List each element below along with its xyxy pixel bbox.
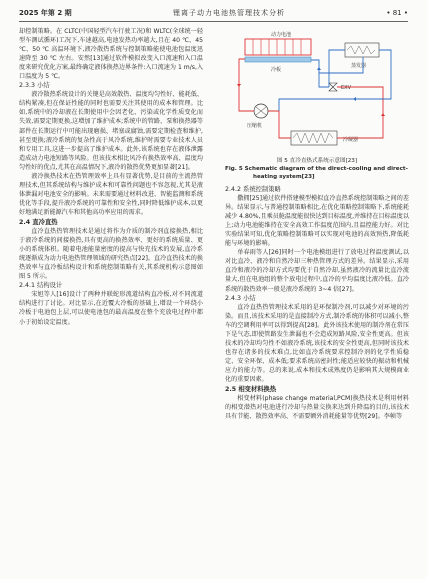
evaporator <box>345 43 379 57</box>
paragraph: 相变材料(phase change material,PCM)换热技术是利用材料的相变潜热对电池进行冷却与热量交换来达到升降温的目的,该技术具有节能、散热效率高、不需要额外消耗能量等优势[29]。李帧等 <box>225 395 409 421</box>
exv-valve <box>329 83 337 91</box>
section-heading-2-4: 2.4 直冷直热 <box>19 218 58 226</box>
label-compressor: 压缩机 <box>247 123 263 129</box>
system-schematic-diagram <box>233 27 401 153</box>
flow-arrows <box>237 84 385 116</box>
header-rule <box>19 21 408 22</box>
right-column <box>225 27 409 421</box>
paragraph: 撒拥[25]通过软件搭建模型模拟直冷直热系统控制策略之间的差异。结果显示,与普通控制策略相比,在优化策略控制策略下,系统能耗减少 4.80%,且乘员舱温度能很快达到目标温度,并维持在目标温度以上;动力电池能维持在安全高效工作温度范围内,且温控能力好。对比实验结果可知,优化策略控制策略可以实现对电池的高效预热,降低耗能与环境的影响。 <box>225 195 409 248</box>
label-cold-plate: 冷板 <box>271 67 282 73</box>
condenser <box>291 131 337 145</box>
figure-caption-en: Fig. 5 Schematic diagram of the direct-cooling and direct- heating system[23] <box>225 166 408 180</box>
paragraph: 液冷散热系统设计的关键是高效散热、温度均匀性好、能耗低、结构紧凑,但在保证性能的同时也需要关注其使用的成本和管理。比如,系统中的冷却液在长期使用中会因老化、污染或化学性质变化而失效,需要定期更换,这增加了维护成本;系统中的管路、泵和换热器等部件在长期运行中可能出现磨损、堵塞或腐蚀,需要定期检查和维护,甚至更换;液冷系统的复杂性高于风冷系统,维护时需要专业技术人员和专用工具,这进一步提高了维护成本。此外,该系统也存在液体泄露造成动力电池短路等风险。但该技术相比风冷有换热效率高、温度均匀性好的优点,尤其在高温情况下,液冷的散热优势更加显著[21]。 <box>19 91 203 171</box>
section-heading-2-4-3: 2.4.3 小结 <box>225 294 256 302</box>
paragraph: 宋旭等人[16]设计了两种并联蛇形流道结构直冷板,对不同流道结构进行了讨论。对比显示,在近覆大冷板的基础上,增设一个环绕小冷板于电池包上层,可以使电池包的最高温度在整个充放电过程中都小于初始设定温度。 <box>19 291 203 326</box>
cold-plate <box>245 57 311 62</box>
section-heading-2-5: 2.5 相变材料换热 <box>225 386 277 394</box>
section-heading-2-4-2: 2.4.2 系统控制策略 <box>225 186 281 193</box>
label-exv: EXV <box>341 85 352 91</box>
running-title: 锂离子动力电池热管理技术分析 <box>173 9 286 17</box>
figure-caption-cn: 图 5 直冷直热式系统示意图[23] <box>276 158 358 164</box>
label-battery: 动力电池 <box>271 32 292 38</box>
section-heading-2-3-3: 2.3.3 小结 <box>19 82 50 90</box>
journal-issue: 2025 年第 2 期 <box>19 9 72 17</box>
label-evaporator: 蒸发器 <box>351 63 367 69</box>
figure-caption <box>225 157 409 181</box>
paragraph: 液冷换热技术在热管理效率上具有显著优势,是目前的主流热管理技术,但其系统结构与维护成本和可靠性问题也不容忽视,尤其是液体泄漏对电池安全的影响。未来需要通过材料改进、智能监测和系统优化等手段,提升液冷系统的可靠性和安全性,同时降低维护成本,以更好地满足新能源汽车和其他高功率应用的需求。 <box>19 172 203 216</box>
running-header <box>19 6 408 20</box>
section-heading-2-4-1: 2.4.1 结构设计 <box>19 282 63 290</box>
paragraph: 却控制策略。在 CLTC(中国轻型汽车行驶工况)和 WLTC(全球统一轻型车测试循环)工况下,车速越高,电池发热功率越大,且在 40 ℃、45 ℃、50 ℃ 高温环境下,液冷散热系统与控制策略能使电池包温度迅速降至 30 ℃ 左右。安然[13]通过软件模拟改变入口流速和入口温度来研究优化方案,最终确定液体换热边界条件:入口流速为 1 m/s,入口温度为 5 ℃。 <box>19 28 203 81</box>
label-condenser: 冷凝器 <box>343 137 359 143</box>
battery-cells <box>253 39 301 55</box>
figure-5 <box>225 27 409 155</box>
paragraph: 直冷直热热管理技术采用的是环保制冷剂,可以减少对环境的污染。而且,该技术采用的是直接制冷方式,制冷系统的体积可以减小,整车的空调利用率可以得到提高[28]。此外该技术使用的制冷剂在常压下是气态,即使管路发生泄漏也不会造成短路风险,安全性更高。但该技术的冷却均匀性不如液冷系统,该技术的安全性更高,但同时该技术也存在诸多的技术难点,比如直冷系统要求控制冷剂的化学性质稳定、安全环保、成本低;要求系统高密封性;能适应较快的振动和机械应力的能力等。总的来说,成本和技术成熟度仍是影响其大规模商业化的重要因素。 <box>225 303 409 383</box>
left-column <box>19 27 203 327</box>
page-number: • 81 • <box>386 9 408 17</box>
paragraph: 直冷直热热管理技术是通过将作为介质的制冷剂直接换热,相比于液冷系统的间接换热,具有更高的换热效率、更好的系统质量、更小的系统体积。随着电池能量密度的提高与快充技术的发展,直冷系统逐渐成为动力电池热管理领域的研究热点[22]。直冷直热技术的换热效率与直冷板结构设计和系统控制策略有关,其系统机构示意图如图 5 所示。 <box>19 228 203 281</box>
paragraph: 单春雨等人[26]同时一个电池模组进行了放电过程温度测试,以对比直冷、液冷和自然冷却三种热管理方式的差异。结果显示,采用直冷和液冷的冷却方式均要优于自然冷却,虽然液冷的流量比直冷流量大,但在电池组的整个放电过程中,直冷的平均温度比液冷低。直冷系统的散热效率一般是液冷系统的 3~4 倍[27]。 <box>225 249 409 293</box>
